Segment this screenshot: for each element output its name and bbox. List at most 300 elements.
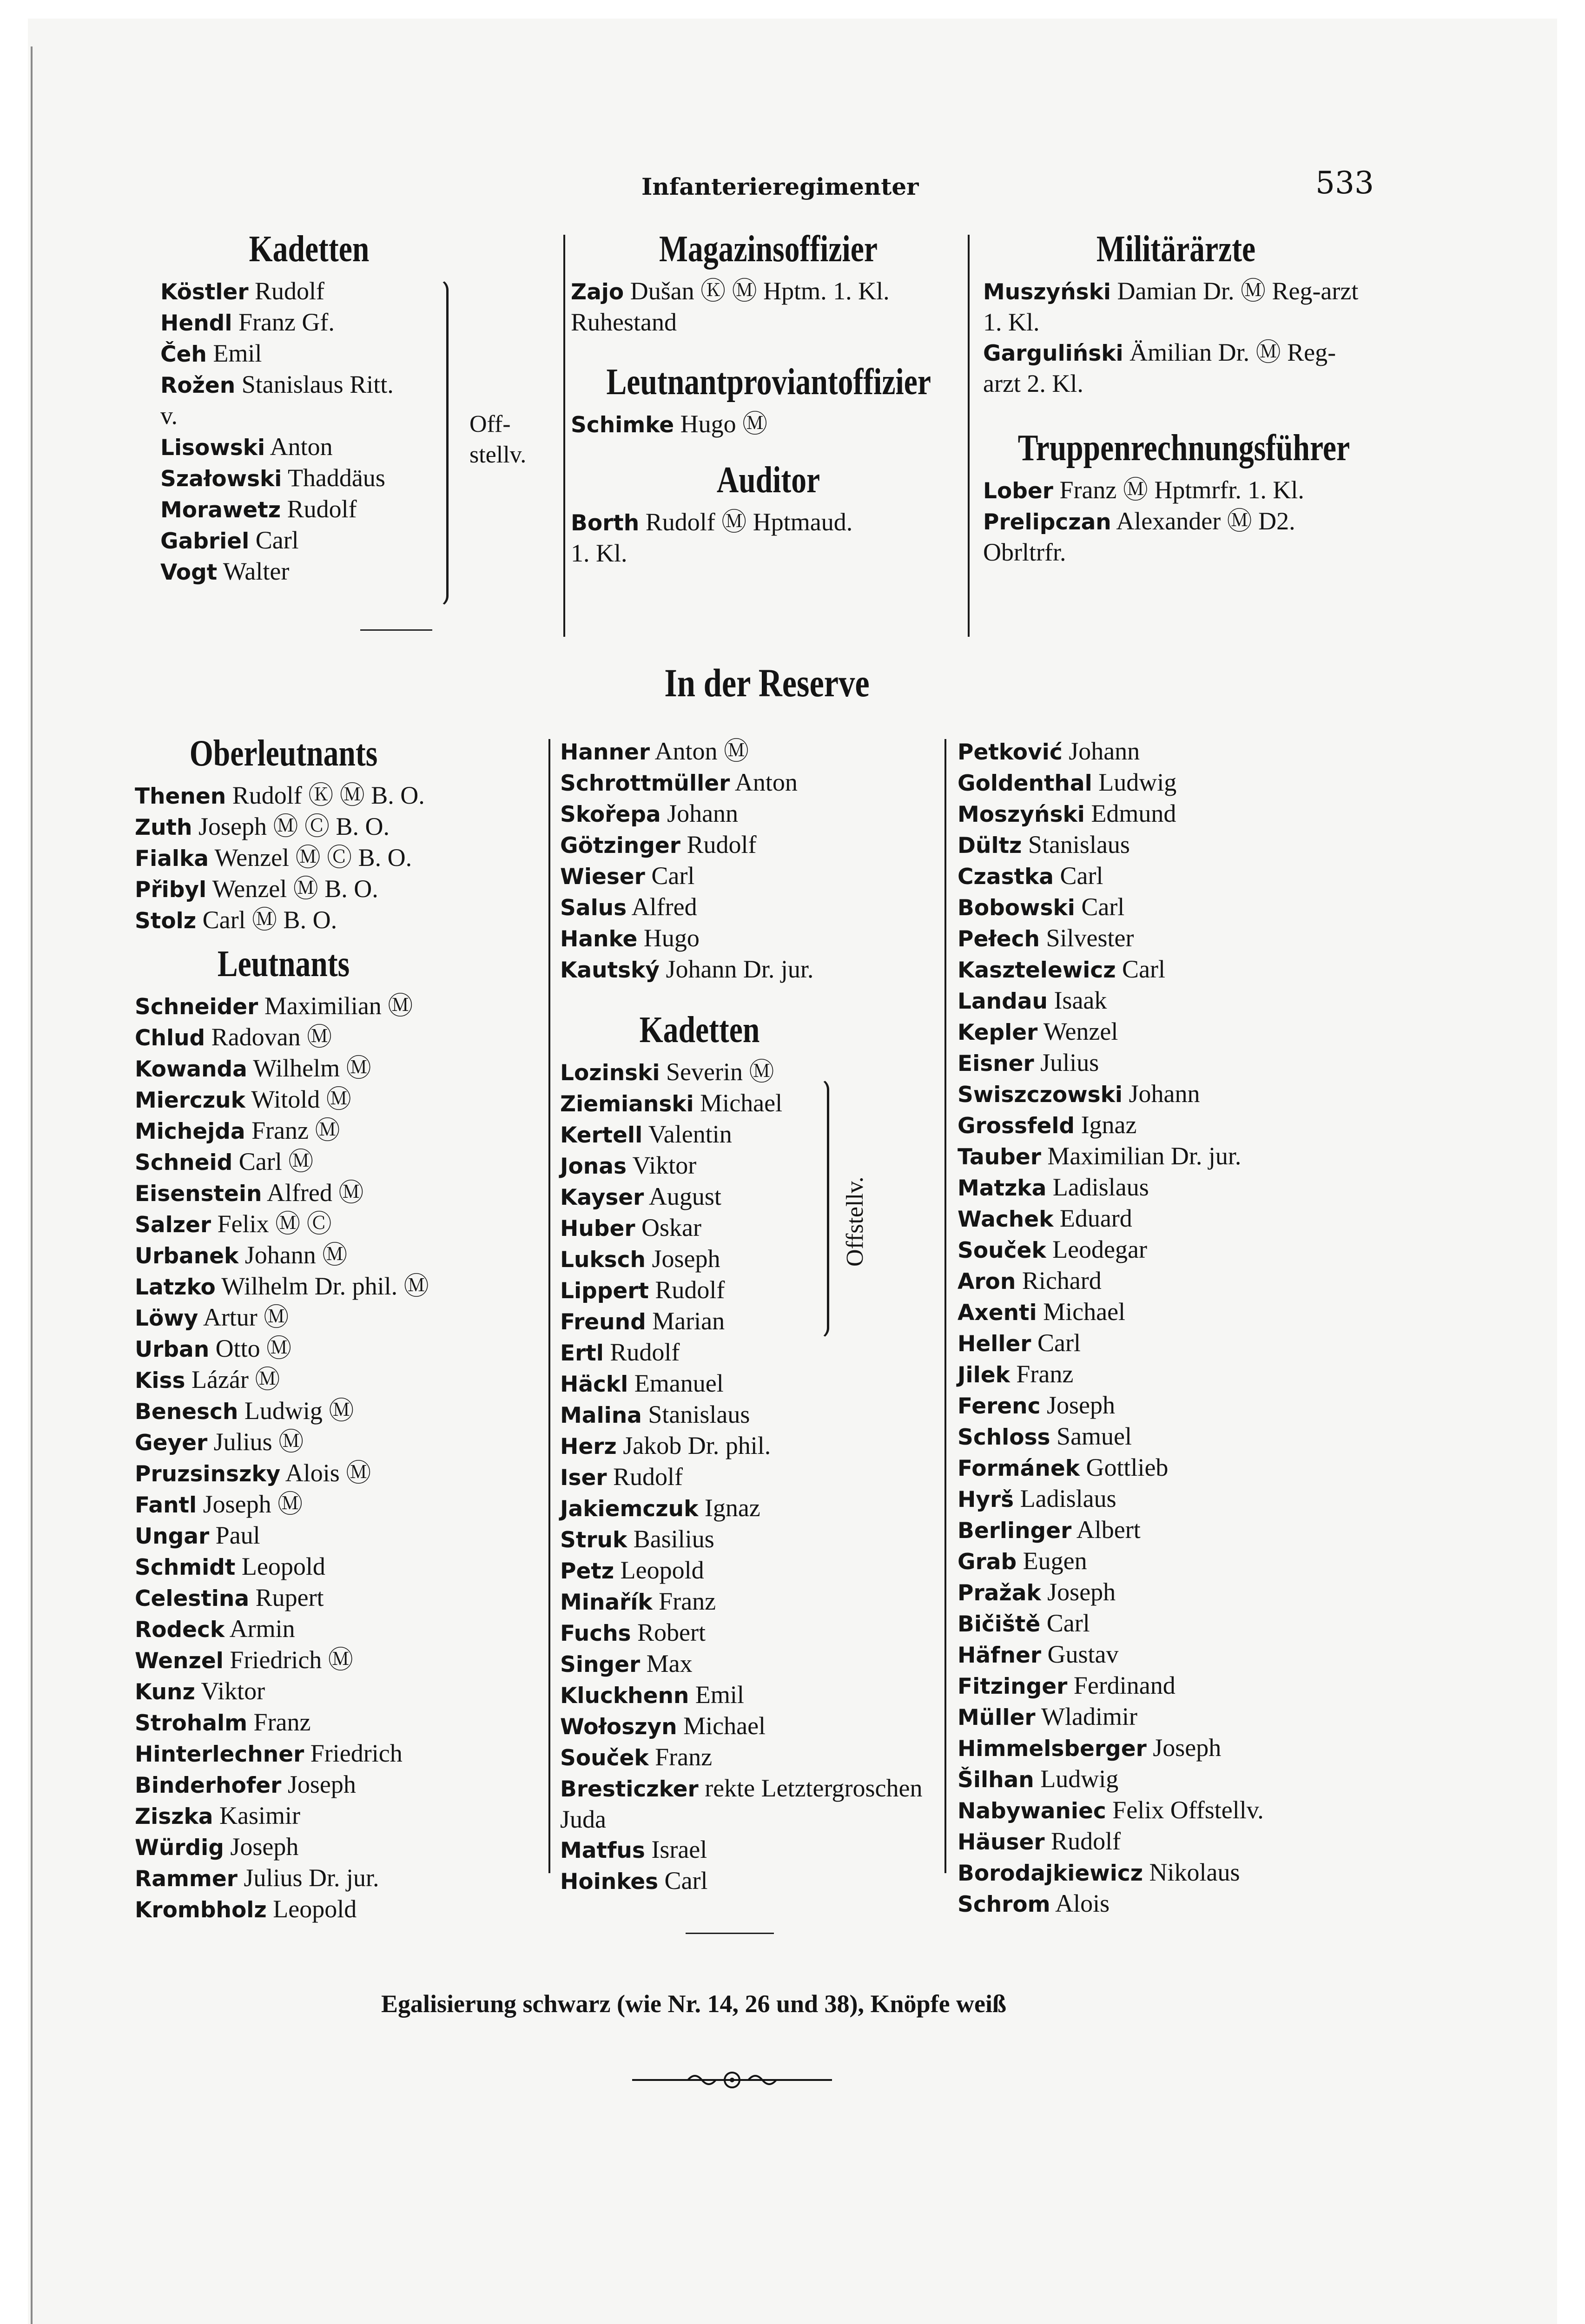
entry-details: Rupert	[249, 1584, 324, 1611]
entry-details: Oskar	[635, 1214, 701, 1241]
list-item	[160, 432, 458, 463]
list-item	[560, 1337, 932, 1368]
list-item	[958, 1017, 1376, 1048]
list-item	[160, 463, 458, 494]
entry-surname: Lisowski	[160, 435, 265, 461]
entry-details: Stanislaus Ritt.	[235, 370, 394, 398]
entry-surname: Zuth	[135, 815, 192, 840]
list-item	[135, 1645, 544, 1676]
entry-details: Johann Dr. jur.	[659, 955, 814, 983]
entry-details: Johann	[1062, 737, 1140, 765]
entry-details: Julius Dr. jur.	[237, 1864, 379, 1892]
list-item	[135, 1832, 544, 1863]
entry-details: Valentin	[642, 1120, 732, 1148]
list-item	[958, 1670, 1376, 1702]
list-item	[135, 1707, 544, 1738]
section-title-kadetten-reserve: Kadetten	[639, 1010, 760, 1050]
offstellv-label-reserve: Offstellv.	[842, 1176, 868, 1267]
entry-surname: Goldenthal	[958, 771, 1092, 796]
entry-details: Isaak	[1047, 986, 1107, 1014]
entry-surname: Häfner	[958, 1643, 1042, 1668]
entry-surname: Singer	[560, 1652, 641, 1677]
entry-details: Thaddäus	[282, 464, 385, 492]
list-item	[135, 812, 544, 843]
entry-details: Carl	[645, 862, 695, 890]
entry-details: Carl	[1116, 955, 1166, 983]
entry-surname: Köstler	[160, 279, 249, 305]
entry-details: Ladislaus	[1014, 1485, 1116, 1512]
list-item	[958, 1452, 1376, 1484]
entry-surname: Ferenc	[958, 1393, 1041, 1419]
entry-details: Nikolaus	[1143, 1858, 1240, 1886]
section-title-oberleutnants: Oberleutnants	[189, 733, 378, 774]
list-item	[560, 1835, 932, 1866]
list-item	[160, 370, 458, 401]
entry-surname: Würdig	[135, 1835, 224, 1861]
list-item	[560, 1742, 932, 1773]
entry-surname: Kertell	[560, 1122, 643, 1148]
entry-surname: Petković	[958, 739, 1063, 765]
list-item	[135, 1458, 544, 1489]
list-item	[983, 506, 1369, 568]
entry-surname: Freund	[560, 1309, 646, 1335]
entry-details: Wladimir	[1035, 1703, 1137, 1730]
entry-details: Wenzel Ⓜ Ⓒ B. O.	[209, 844, 412, 872]
section-title-militaraerzte: Militärärzte	[1096, 229, 1256, 270]
entry-details: Anton	[730, 768, 798, 796]
entry-surname: Petz	[560, 1558, 614, 1584]
section-title-leutnantproviantoffizier: Leutnantproviantoffizier	[606, 362, 931, 403]
entry-surname: Urban	[135, 1337, 210, 1362]
entry-details: Dušan Ⓚ Ⓜ Hptm. 1. Kl. Ruhestand	[571, 277, 890, 336]
entry-details: Jakob Dr. phil.	[616, 1432, 771, 1459]
entry-details: Alfred	[627, 893, 697, 921]
auditor-list	[571, 507, 859, 568]
entry-surname: Strohalm	[135, 1710, 248, 1736]
running-head: Infanterieregimenter	[641, 173, 919, 200]
column-rule	[563, 235, 565, 637]
list-item	[135, 1302, 544, 1334]
entry-surname: Eisenstein	[135, 1181, 262, 1207]
entry-surname: Kluckhenn	[560, 1683, 689, 1709]
list-item	[958, 1826, 1376, 1857]
list-item	[135, 1396, 544, 1427]
entry-details: Franz	[247, 1708, 311, 1736]
entry-details: Michael	[677, 1712, 766, 1740]
entry-details: Stanislaus	[1022, 831, 1130, 858]
list-item	[135, 1365, 544, 1396]
entry-surname: Rammer	[135, 1866, 238, 1892]
entry-surname: Huber	[560, 1216, 635, 1241]
entry-details: Severin Ⓜ	[660, 1058, 774, 1086]
entry-surname: Jonas	[560, 1154, 627, 1179]
list-item	[958, 1421, 1376, 1452]
list-item	[135, 1209, 544, 1240]
entry-surname: Häckl	[560, 1372, 628, 1397]
entry-details: Viktor	[195, 1677, 265, 1705]
list-item	[560, 1400, 932, 1431]
entry-surname: Pełech	[958, 926, 1040, 952]
entry-details: Ludwig	[1092, 768, 1177, 796]
divider	[360, 629, 432, 631]
list-item	[160, 556, 458, 588]
list-item	[560, 1306, 932, 1337]
entry-surname: Löwy	[135, 1306, 198, 1331]
list-item	[958, 1577, 1376, 1608]
entry-surname: Dültz	[958, 833, 1022, 858]
list-item	[958, 799, 1376, 830]
entry-surname: Grab	[958, 1549, 1017, 1575]
entry-details: Michael	[1037, 1298, 1126, 1326]
list-item	[958, 1141, 1376, 1172]
entry-details: Franz	[648, 1743, 713, 1771]
list-item	[958, 1857, 1376, 1888]
list-item	[958, 1888, 1376, 1920]
list-item	[135, 905, 544, 936]
entry-details: Johann Ⓜ	[238, 1241, 348, 1269]
list-item	[560, 1524, 932, 1555]
list-item	[560, 1555, 932, 1586]
entry-details: Joseph	[645, 1245, 720, 1273]
list-item	[135, 1022, 544, 1053]
entry-details: Rudolf	[680, 831, 757, 858]
list-item	[958, 1484, 1376, 1515]
entry-surname: Grossfeld	[958, 1113, 1075, 1139]
list-item	[135, 1614, 544, 1645]
section-title-truppenrechnungsfuehrer: Truppenrechnungsführer	[1017, 428, 1350, 469]
entry-surname: Michejda	[135, 1119, 245, 1144]
entry-surname: Mierczuk	[135, 1088, 245, 1113]
entry-details: Wenzel Ⓜ B. O.	[206, 875, 378, 903]
list-item	[560, 1368, 932, 1400]
entry-details: Walter	[217, 557, 290, 585]
list-item	[135, 1894, 544, 1925]
entry-surname: Hanke	[560, 926, 638, 952]
entry-details: Felix Ⓜ Ⓒ	[211, 1210, 332, 1238]
entry-surname: Wachek	[958, 1207, 1054, 1232]
entry-details: Julius	[1034, 1049, 1099, 1076]
entry-details: Alexander Ⓜ D2. Obrltrfr.	[983, 507, 1295, 566]
entry-surname: Kiss	[135, 1368, 185, 1393]
list-item	[560, 1586, 932, 1618]
entry-details: Ladislaus	[1046, 1173, 1149, 1201]
entry-details: August	[644, 1182, 721, 1210]
entry-surname: Přibyl	[135, 877, 207, 903]
entry-details: Gottlieb	[1079, 1453, 1169, 1481]
entry-details: Rudolf	[248, 277, 325, 305]
entry-surname: Czastka	[958, 864, 1054, 890]
entry-surname: Chlud	[135, 1025, 205, 1051]
list-item	[135, 843, 544, 874]
entry-details: Anton Ⓜ	[650, 737, 749, 765]
entry-details: Lázár Ⓜ	[185, 1366, 280, 1393]
offstellv-bracket-reserve	[816, 1078, 829, 1339]
list-item	[560, 1150, 932, 1182]
entry-details: Ignaz	[1075, 1111, 1137, 1139]
entry-details: Franz Gf.	[232, 308, 335, 336]
entry-surname: Iser	[560, 1465, 607, 1491]
list-item	[560, 1057, 932, 1088]
list-item	[560, 1649, 932, 1680]
reserve-middle-section	[560, 736, 946, 1897]
list-item	[560, 1493, 932, 1524]
entry-surname: Pražak	[958, 1580, 1041, 1606]
entry-details: Franz Ⓜ Hptmrfr. 1. Kl.	[1053, 476, 1304, 504]
entry-surname: Moszyński	[958, 802, 1085, 827]
list-item	[571, 409, 966, 440]
entry-surname: Muszyński	[983, 279, 1111, 305]
entry-details: Franz	[1010, 1360, 1074, 1388]
entry-surname: Borth	[571, 510, 640, 536]
entry-surname: Herz	[560, 1434, 617, 1459]
entry-surname: Fialka	[135, 846, 209, 872]
list-item	[958, 954, 1376, 985]
entry-details: Ferdinand	[1067, 1671, 1176, 1699]
entry-surname: Nabywaniec	[958, 1798, 1106, 1824]
entry-details: Carl	[1031, 1329, 1081, 1357]
entry-details: Joseph	[1041, 1578, 1116, 1606]
list-item	[135, 1084, 544, 1116]
entry-details: Felix Offstellv.	[1106, 1796, 1264, 1824]
entry-surname: Skořepa	[560, 802, 661, 827]
list-item	[560, 1711, 932, 1742]
list-item	[135, 1552, 544, 1583]
entry-details: Joseph	[281, 1770, 356, 1798]
entry-surname: Lozinski	[560, 1060, 660, 1086]
entry-details: Friedrich	[304, 1739, 403, 1767]
kadetten-top-section	[160, 228, 458, 588]
leutnantproviantoffizier-list	[571, 409, 966, 440]
entry-details: Joseph	[1146, 1734, 1222, 1762]
entry-surname: Čeh	[160, 342, 207, 367]
entry-surname: Heller	[958, 1331, 1031, 1357]
list-item	[560, 1182, 932, 1213]
column-rule	[968, 235, 970, 637]
entry-surname: Götzinger	[560, 833, 680, 858]
entry-details: Joseph	[224, 1833, 299, 1861]
entry-details: Alois	[1050, 1889, 1110, 1917]
list-item	[560, 1431, 932, 1462]
entry-details: Leodegar	[1046, 1235, 1147, 1263]
list-item	[958, 1359, 1376, 1390]
entry-details: Alois Ⓜ	[280, 1459, 371, 1487]
list-item	[160, 494, 458, 525]
list-item	[560, 1462, 932, 1493]
entry-details: Israel	[645, 1835, 707, 1863]
list-item	[983, 276, 1369, 337]
list-item	[958, 1702, 1376, 1733]
entry-details: Rudolf	[1044, 1827, 1121, 1855]
entry-details: Johann	[660, 799, 739, 827]
entry-details: Michael	[693, 1089, 783, 1117]
entry-surname: Schloss	[958, 1425, 1050, 1450]
entry-surname: Axenti	[958, 1300, 1037, 1326]
list-item	[160, 401, 458, 432]
entry-surname: Schneid	[135, 1150, 233, 1175]
entry-surname: Pruzsinszky	[135, 1461, 281, 1487]
list-item	[560, 954, 946, 985]
oberleutnants-section	[135, 732, 544, 1925]
reserve-heading: In der Reserve	[664, 660, 870, 705]
list-item	[958, 1266, 1376, 1297]
entry-surname: Ertl	[560, 1340, 604, 1366]
list-item	[958, 985, 1376, 1017]
entry-details: Richard	[1016, 1267, 1102, 1294]
list-item	[135, 1178, 544, 1209]
entry-details: Franz	[652, 1587, 716, 1615]
entry-details: Radovan Ⓜ	[205, 1023, 332, 1051]
list-item	[958, 1172, 1376, 1203]
list-item	[135, 1769, 544, 1801]
list-item	[135, 1676, 544, 1707]
entry-surname: Souček	[958, 1238, 1046, 1263]
entry-details: Leopold	[266, 1895, 357, 1923]
entry-details: Edmund	[1084, 799, 1176, 827]
entry-details: Friedrich Ⓜ	[223, 1646, 353, 1674]
entry-details: Kasimir	[213, 1802, 300, 1829]
list-item	[560, 1119, 932, 1150]
entry-details: Carl	[1053, 862, 1103, 890]
entry-surname: Thenen	[135, 784, 226, 809]
list-item	[560, 767, 946, 799]
entry-surname: Kasztelewicz	[958, 957, 1116, 983]
entry-details: Rudolf	[603, 1338, 680, 1366]
entry-surname: Swiszczowski	[958, 1082, 1123, 1108]
list-item	[958, 1390, 1376, 1421]
entry-details: Johann	[1122, 1080, 1200, 1108]
entry-surname: Matzka	[958, 1175, 1047, 1201]
entry-details: Ludwig Ⓜ	[238, 1397, 354, 1425]
reserve-right-list	[958, 736, 1376, 1920]
entry-details: Carl Ⓜ	[232, 1148, 314, 1175]
entry-surname: Bobowski	[958, 895, 1075, 921]
list-item	[135, 874, 544, 905]
list-item	[983, 475, 1369, 506]
entry-details: Samuel	[1050, 1422, 1132, 1450]
list-item	[135, 1147, 544, 1178]
entry-details: Wilhelm Ⓜ	[247, 1054, 371, 1082]
entry-surname: Schneider	[135, 994, 258, 1020]
kadetten-top-list	[160, 276, 458, 588]
entry-surname: Himmelsberger	[958, 1736, 1147, 1762]
entry-details: Carl	[658, 1867, 708, 1895]
entry-details: Joseph	[1040, 1391, 1115, 1419]
entry-details: rekte Letztergroschen Juda	[560, 1774, 923, 1833]
entry-surname: Landau	[958, 989, 1048, 1014]
entry-details: v.	[160, 402, 178, 429]
entry-surname: Salzer	[135, 1212, 211, 1238]
entry-surname: Vogt	[160, 560, 218, 585]
list-item	[958, 1764, 1376, 1795]
entry-details: Hugo Ⓜ	[674, 410, 768, 438]
offstellv-label: Off- stellv.	[469, 411, 527, 468]
entry-surname: Eisner	[958, 1051, 1034, 1076]
entry-details: Emil	[206, 339, 262, 367]
list-item	[560, 1866, 932, 1897]
entry-surname: Borodajkiewicz	[958, 1861, 1143, 1886]
list-item	[560, 1618, 932, 1649]
entry-surname: Prelipczan	[983, 509, 1111, 535]
list-item	[135, 1520, 544, 1552]
entry-details: Anton	[265, 433, 333, 461]
list-item	[135, 1271, 544, 1302]
list-item	[958, 1203, 1376, 1235]
list-item	[135, 1801, 544, 1832]
magazinsoffizier-list	[571, 276, 966, 337]
list-item	[135, 1863, 544, 1894]
entry-surname: Hanner	[560, 739, 650, 765]
entry-details: Maximilian Dr. jur.	[1041, 1142, 1242, 1170]
entry-surname: Salus	[560, 895, 627, 921]
list-item	[560, 1773, 932, 1835]
entry-surname: Wołoszyn	[560, 1714, 677, 1740]
entry-surname: Ziszka	[135, 1804, 213, 1829]
list-item	[958, 1110, 1376, 1141]
list-item	[135, 1738, 544, 1769]
entry-surname: Benesch	[135, 1399, 238, 1425]
entry-surname: Malina	[560, 1403, 642, 1428]
entry-surname: Hendl	[160, 310, 232, 336]
entry-surname: Ungar	[135, 1524, 210, 1549]
footer-note: Egalisierung schwarz (wie Nr. 14, 26 und 38), Knöpfe weiß	[381, 1990, 1007, 2018]
entry-details: Rudolf	[648, 1276, 725, 1304]
entry-surname: Binderhofer	[135, 1773, 282, 1798]
entry-details: Leopold	[235, 1552, 325, 1580]
list-item	[560, 861, 946, 892]
entry-surname: Rožen	[160, 373, 236, 398]
list-item	[560, 1213, 932, 1244]
ornament-rule	[632, 2066, 832, 2094]
entry-details: Rudolf Ⓜ Hptmaud. 1. Kl.	[571, 508, 853, 567]
entry-surname: Rodeck	[135, 1617, 225, 1643]
entry-details: Emil	[689, 1681, 744, 1709]
entry-surname: Fantl	[135, 1492, 197, 1518]
kadetten-reserve-list	[560, 1057, 946, 1897]
list-item	[135, 1334, 544, 1365]
entry-details: Rudolf	[607, 1463, 683, 1491]
entry-surname: Aron	[958, 1269, 1016, 1294]
entry-surname: Fitzinger	[958, 1674, 1068, 1699]
entry-details: Alfred Ⓜ	[262, 1179, 364, 1207]
entry-details: Otto Ⓜ	[209, 1334, 292, 1362]
entry-surname: Geyer	[135, 1430, 208, 1456]
list-item	[958, 1328, 1376, 1359]
entry-surname: Garguliński	[983, 341, 1123, 366]
entry-details: Wenzel	[1037, 1017, 1118, 1045]
entry-surname: Schimke	[571, 412, 674, 438]
entry-surname: Minařík	[560, 1590, 653, 1615]
list-item	[958, 1733, 1376, 1764]
entry-details: Franz Ⓜ	[245, 1116, 340, 1144]
list-item	[958, 861, 1376, 892]
entry-surname: Szałowski	[160, 466, 282, 492]
entry-details: Julius Ⓜ	[207, 1428, 304, 1456]
entry-surname: Häuser	[958, 1829, 1045, 1855]
entry-details: Wilhelm Dr. phil. Ⓜ	[215, 1272, 429, 1300]
entry-surname: Schmidt	[135, 1555, 236, 1580]
list-item	[135, 1053, 544, 1084]
list-item	[958, 892, 1376, 923]
entry-surname: Luksch	[560, 1247, 646, 1273]
list-item	[560, 1244, 932, 1275]
entry-details: Maximilian Ⓜ	[258, 992, 413, 1020]
list-item	[135, 1240, 544, 1271]
entry-details: Artur Ⓜ	[198, 1303, 289, 1331]
reserve-right-section	[958, 736, 1376, 1920]
truppenrechnungsfuehrer-list	[983, 475, 1369, 568]
list-item	[135, 780, 544, 812]
entry-surname: Krombholz	[135, 1897, 267, 1923]
